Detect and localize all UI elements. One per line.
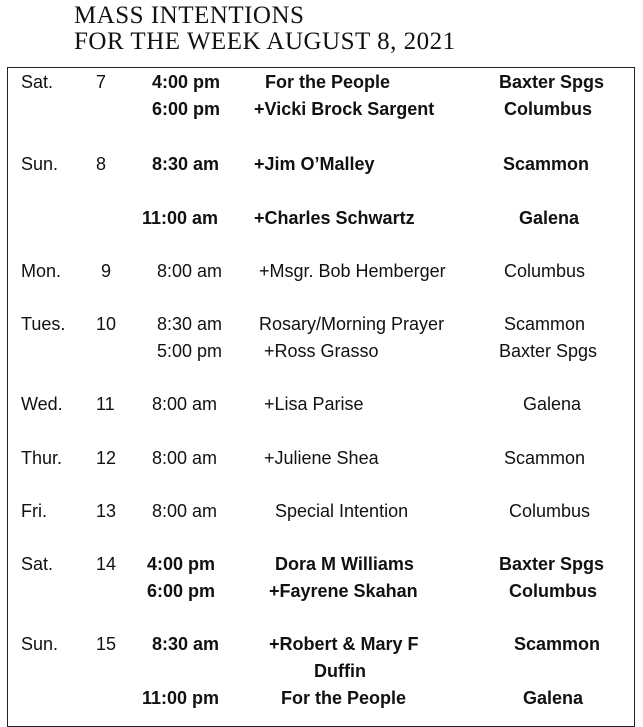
location-cell: Scammon [504, 448, 586, 468]
location-cell: Columbus [504, 99, 592, 119]
day-cell: Thur. [21, 448, 63, 468]
schedule-row [0, 151, 643, 177]
date-cell: 15 [96, 634, 117, 654]
day-cell: Mon. [21, 261, 62, 281]
schedule-row [0, 258, 643, 284]
time-cell: 11:00 am [142, 208, 219, 228]
date-cell: 9 [101, 261, 112, 281]
location-cell: Scammon [504, 314, 586, 334]
location-cell: Baxter Spgs [499, 72, 605, 92]
time-cell: 11:00 pm [142, 688, 220, 708]
title-line-2: FOR THE WEEK AUGUST 8, 2021 [74, 28, 456, 55]
day-cell: Tues. [21, 314, 66, 334]
location-cell: Galena [519, 208, 580, 228]
time-cell: 6:00 pm [147, 581, 216, 601]
day-cell: Sat. [21, 72, 54, 92]
time-cell: 4:00 pm [152, 72, 221, 92]
location-cell: Baxter Spgs [499, 554, 605, 574]
intention-cell: +Ross Grasso [264, 341, 379, 361]
day-cell: Wed. [21, 394, 63, 414]
intention-cell: Duffin [314, 661, 366, 681]
time-cell: 5:00 pm [157, 341, 223, 361]
intention-cell: Rosary/Morning Prayer [259, 314, 445, 334]
day-cell: Fri. [21, 501, 47, 521]
time-cell: 8:30 am [152, 154, 220, 174]
intention-cell: Dora M Williams [275, 554, 414, 574]
time-cell: 8:00 am [152, 501, 218, 521]
intention-cell: +Fayrene Skahan [269, 581, 418, 601]
time-cell: 8:00 am [157, 261, 223, 281]
date-cell: 13 [96, 501, 117, 521]
schedule-row [0, 498, 643, 524]
intention-cell: Special Intention [275, 501, 409, 521]
schedule-row [0, 551, 643, 577]
schedule-row [0, 311, 643, 337]
location-cell: Columbus [509, 581, 597, 601]
location-cell: Galena [523, 394, 582, 414]
location-cell: Columbus [504, 261, 586, 281]
schedule-row [0, 578, 643, 604]
schedule-row [0, 338, 643, 364]
date-cell: 7 [96, 72, 107, 92]
intention-cell: +Lisa Parise [264, 394, 364, 414]
schedule-row [0, 69, 643, 95]
schedule-row [0, 685, 643, 711]
intention-cell: +Vicki Brock Sargent [254, 99, 435, 119]
date-cell: 12 [96, 448, 117, 468]
schedule-row [0, 96, 643, 122]
time-cell: 8:30 am [157, 314, 223, 334]
location-cell: Scammon [514, 634, 601, 654]
schedule-row [0, 391, 643, 417]
day-cell: Sun. [21, 154, 59, 174]
schedule-row [0, 631, 643, 657]
intention-cell: +Charles Schwartz [254, 208, 415, 228]
day-cell: Sat. [21, 554, 54, 574]
time-cell: 4:00 pm [147, 554, 216, 574]
title-line-1: MASS INTENTIONS [74, 2, 305, 29]
schedule-row [0, 445, 643, 471]
schedule-row [0, 658, 643, 684]
schedule-row [0, 205, 643, 231]
intention-cell: +Msgr. Bob Hemberger [259, 261, 446, 281]
intention-cell: For the People [281, 688, 407, 708]
intention-cell: +Juliene Shea [264, 448, 379, 468]
intention-cell: For the People [265, 72, 391, 92]
intention-cell: +Robert & Mary F [269, 634, 419, 654]
time-cell: 8:00 am [152, 394, 218, 414]
location-cell: Scammon [503, 154, 590, 174]
location-cell: Galena [523, 688, 584, 708]
time-cell: 8:00 am [152, 448, 218, 468]
day-cell: Sun. [21, 634, 59, 654]
intention-cell: +Jim O’Malley [254, 154, 375, 174]
time-cell: 6:00 pm [152, 99, 221, 119]
date-cell: 11 [96, 394, 115, 414]
date-cell: 14 [96, 554, 117, 574]
time-cell: 8:30 am [152, 634, 220, 654]
location-cell: Columbus [509, 501, 591, 521]
date-cell: 8 [96, 154, 107, 174]
location-cell: Baxter Spgs [499, 341, 598, 361]
date-cell: 10 [96, 314, 117, 334]
